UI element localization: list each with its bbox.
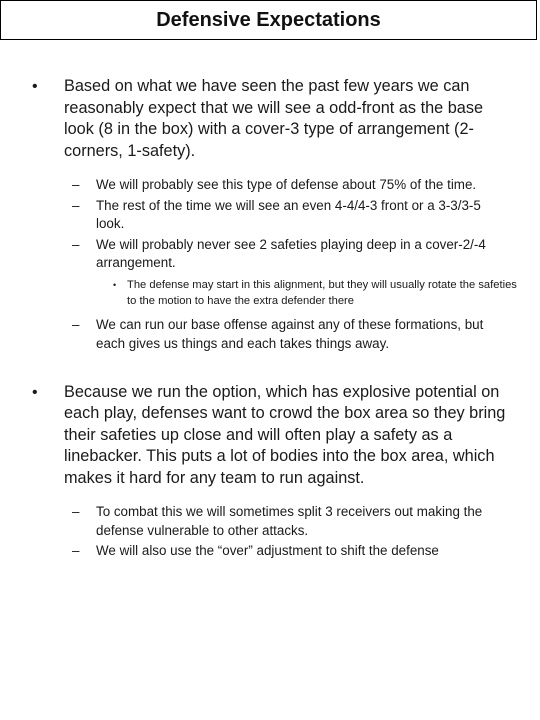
- sub-bullet-2-1: [0, 503, 540, 540]
- bullet-1: [0, 76, 540, 162]
- dash-marker: –: [72, 197, 80, 213]
- dash-marker: –: [72, 543, 80, 558]
- sub-bullet-text: We will probably never see 2 safeties playing deep in a cover-2/-4 arrangement.: [96, 236, 486, 270]
- sub-sub-bullet-1: [0, 277, 540, 309]
- bullet-1-marker: •: [32, 78, 38, 95]
- dash-marker: –: [72, 236, 80, 252]
- bullet-2-marker: •: [32, 383, 38, 401]
- sub-bullet-text: The rest of the time we will see an even 4-4/4-3 front or a 3-3/3-5 look.: [96, 197, 481, 231]
- bullet-2-text: Because we run the option, which has explosive potential on each play, defenses want to crowd the box area so they bring their safeties up close and will often play a safety as a linebacker. This puts a lot of bodies into the box area, which makes it hard for any team to run against.: [64, 382, 506, 487]
- sub-bullet-1-2: [0, 197, 540, 234]
- slide-title: Defensive Expectations: [156, 8, 381, 31]
- sub-bullet-text: We will also use the “over” adjustment to shift the defense: [96, 543, 439, 558]
- slide-content: [0, 76, 540, 563]
- bullet-2: [0, 382, 540, 490]
- dash-marker: –: [72, 504, 80, 519]
- dash-marker: –: [72, 316, 80, 332]
- sub-bullet-2-2: [0, 542, 540, 561]
- bullet-1-text: Based on what we have seen the past few years we can reasonably expect that we will see a odd-front as the base look (8 in the box) with a cover-3 type of arrangement (2-corners, 1-safety).: [64, 77, 484, 160]
- sub-bullet-1-3: [0, 236, 540, 273]
- sub-bullet-1-1: [0, 176, 540, 195]
- small-bullet-marker: •: [113, 279, 117, 290]
- sub-sub-bullet-text: The defense may start in this alignment, but they will usually rotate the safeties to the motion to have the extra defender there: [127, 278, 517, 307]
- sub-bullet-1-4: [0, 315, 540, 354]
- title-box: [0, 0, 537, 40]
- sub-bullet-text: We will probably see this type of defense about 75% of the time.: [96, 177, 477, 192]
- dash-marker: –: [72, 177, 80, 192]
- sub-bullet-text: We can run our base offense against any of these formations, but each gives us things and each takes things away.: [96, 316, 484, 351]
- sub-bullet-text: To combat this we will sometimes split 3 receivers out making the defense vulnerable to other attacks.: [96, 504, 483, 538]
